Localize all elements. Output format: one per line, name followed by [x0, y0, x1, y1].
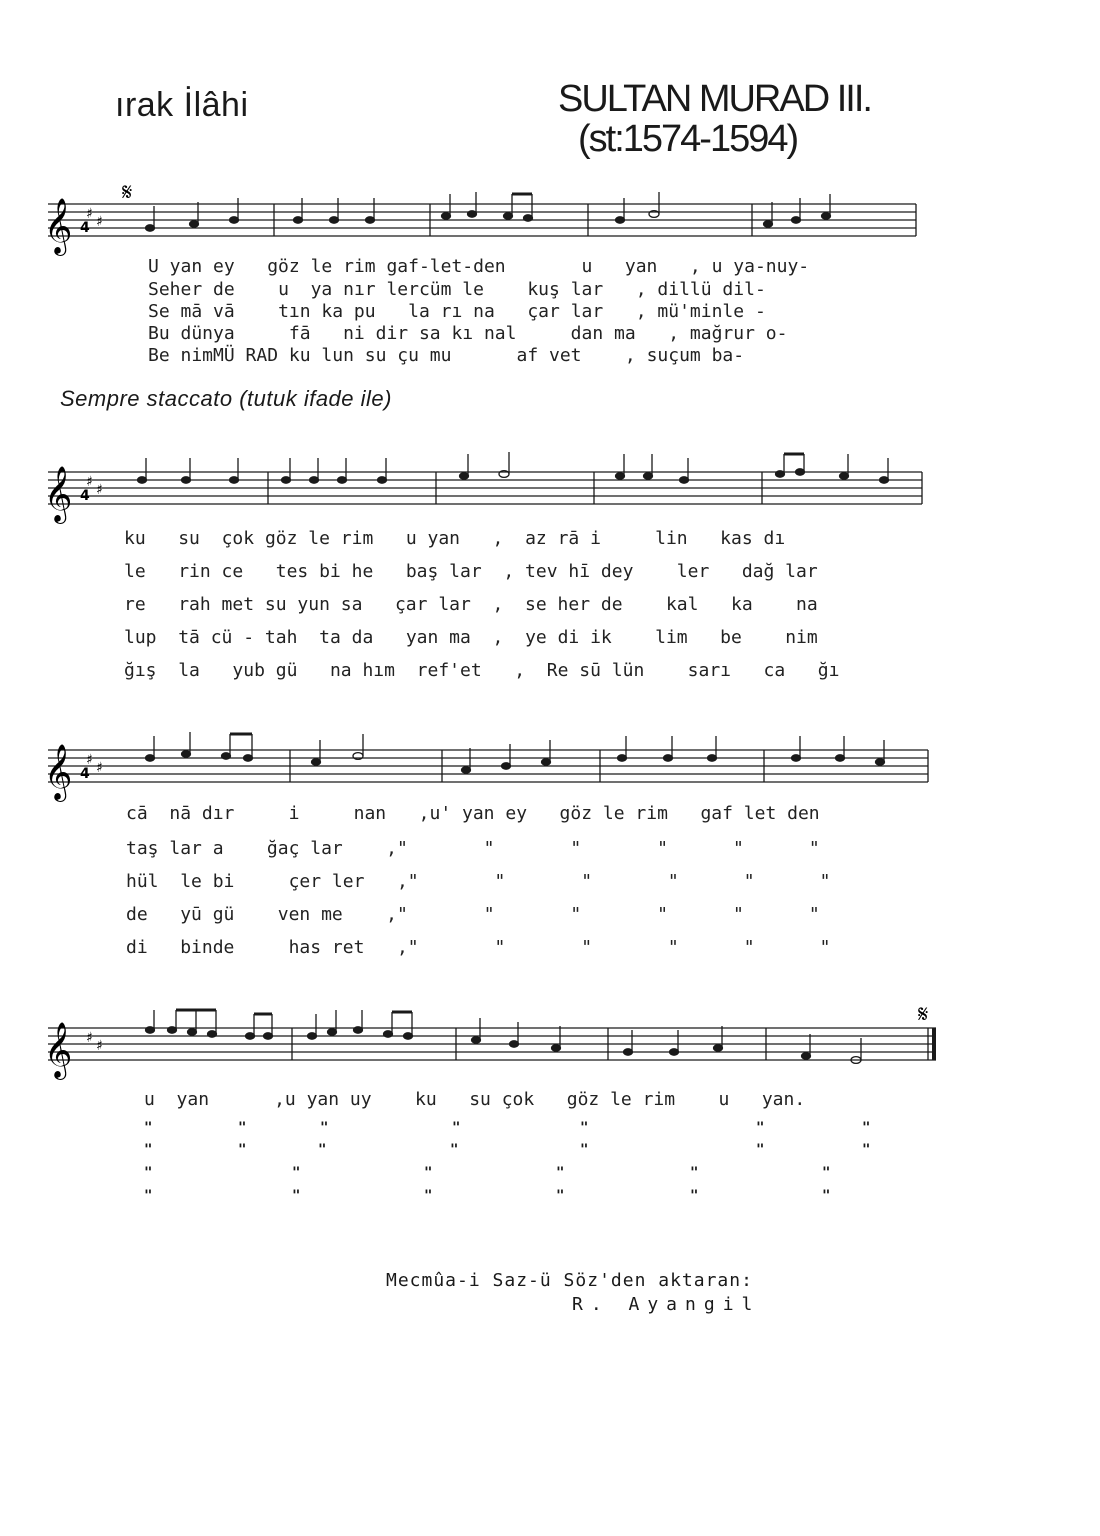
treble-clef-icon: 𝄞	[44, 744, 73, 800]
lyric-line: Bu dünya fā ni dir sa kı nal dan ma , mağrur o-	[148, 323, 788, 344]
lyric-line: taş lar a ğaç lar ," " " " " "	[126, 838, 820, 859]
svg-text:4: 4	[80, 488, 90, 504]
segno-icon: 𝄋	[918, 1004, 929, 1028]
sharp-icon: ♯	[86, 206, 93, 222]
sharp-icon: ♯	[86, 1030, 93, 1046]
lyric-line: di binde has ret ," " " " " "	[126, 937, 831, 958]
sharp-icon: ♯	[96, 760, 103, 776]
treble-clef-icon: 𝄞	[44, 198, 73, 254]
lyric-line: lup tā cü - tah ta da yan ma , ye di ik lim be nim	[124, 627, 818, 648]
lyric-line: ku su çok göz le rim u yan , az rā i lin kas dı	[124, 528, 786, 549]
svg-text:4: 4	[80, 220, 90, 236]
lyric-line: Be nimMÜ RAD ku lun su çu mu af vet , suçum ba-	[148, 345, 745, 366]
sharp-icon: ♯	[86, 752, 93, 768]
treble-clef-icon: 𝄞	[44, 466, 73, 522]
credit-source: Mecmûa-i Saz-ü Söz'den aktaran:	[386, 1270, 753, 1291]
composer-reign: (st:1574-1594)	[578, 118, 798, 160]
lyric-line: de yū gü ven me ," " " " " "	[126, 904, 820, 925]
segno-icon: 𝄋	[122, 180, 133, 206]
lyric-line: le rin ce tes bi he baş lar , tev hī dey ler dağ lar	[124, 561, 818, 582]
lyric-line: cā nā dır i nan ,u' yan ey göz le rim gaf let den	[126, 803, 820, 824]
credit-name: R. Ayangil	[572, 1294, 761, 1315]
lyric-line: U yan ey göz le rim gaf-let-den u yan , u ya-nuy-	[148, 256, 810, 277]
tempo-marking: Sempre staccato (tutuk ifade ile)	[60, 386, 392, 411]
svg-text:4: 4	[80, 766, 90, 782]
lyric-line: Se mā vā tın ka pu la rı na çar lar , mü'minle -	[148, 301, 766, 322]
sharp-icon: ♯	[96, 214, 103, 230]
treble-clef-icon: 𝄞	[44, 1022, 73, 1078]
sharp-icon: ♯	[96, 1038, 103, 1054]
lyric-line: Seher de u ya nır lercüm le kuş lar , dillü dil-	[148, 279, 766, 300]
lyric-line: hül le bi çer ler ," " " " " "	[126, 871, 831, 892]
sharp-icon: ♯	[86, 474, 93, 490]
lyric-line: u yan ,u yan uy ku su çok göz le rim u yan.	[144, 1089, 806, 1110]
composer-name: SULTAN MURAD III.	[558, 78, 871, 120]
lyric-line: re rah met su yun sa çar lar , se her de kal ka na	[124, 594, 818, 615]
sharp-icon: ♯	[96, 482, 103, 498]
lyric-line: ğış la yub gü na hım ref'et , Re sū lün sarı ca ğı	[124, 660, 840, 681]
piece-title: ırak İlâhi	[115, 86, 249, 124]
